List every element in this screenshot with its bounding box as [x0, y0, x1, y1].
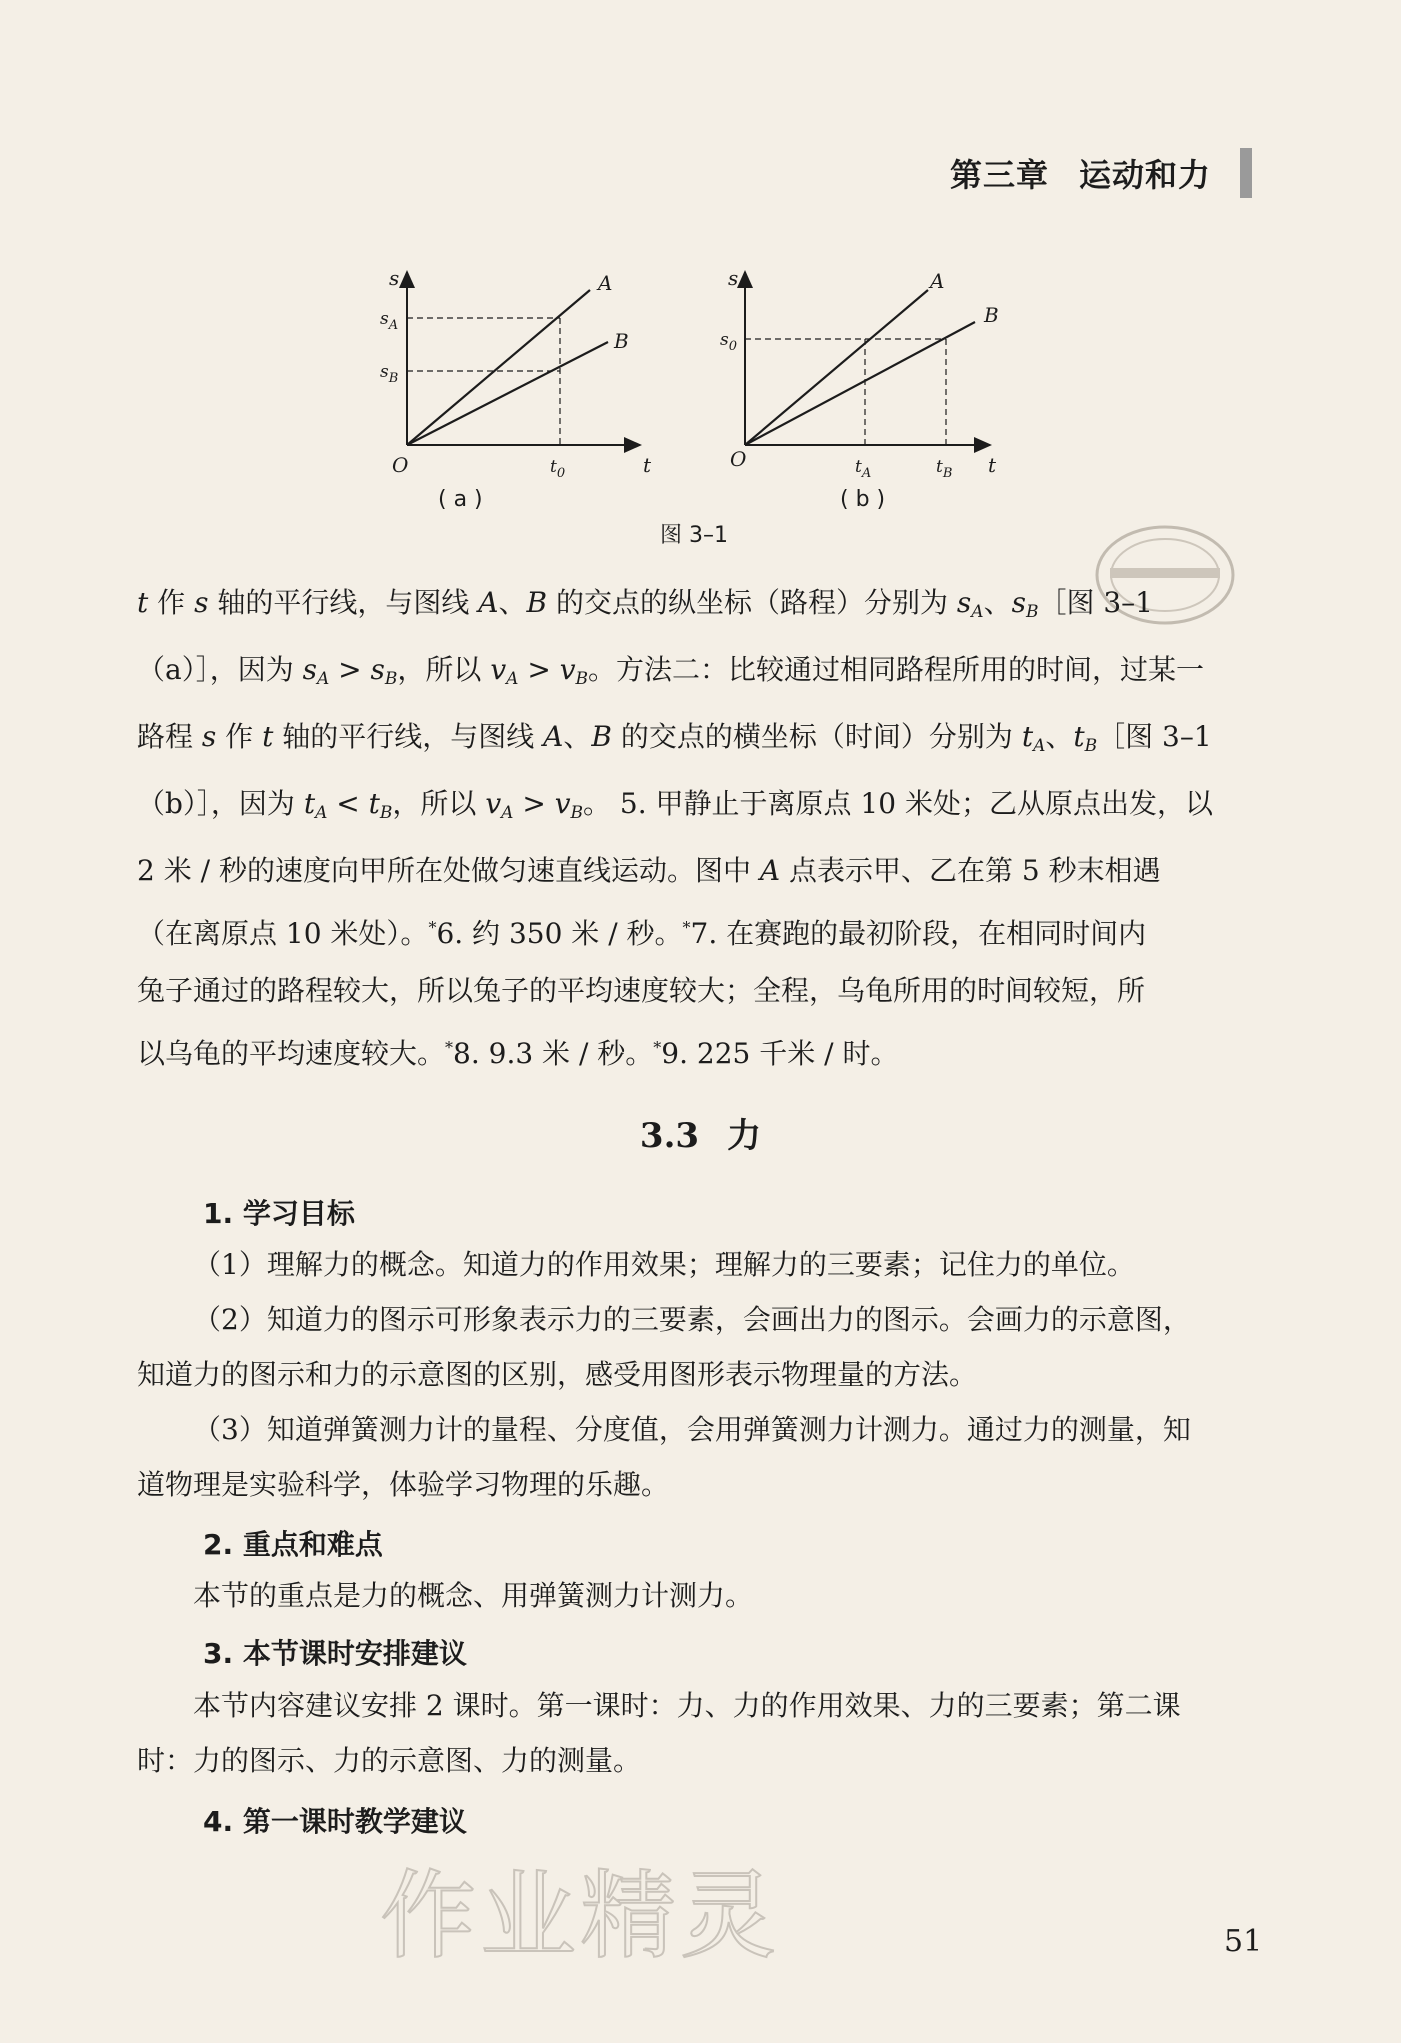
paragraph-line-8: 以乌龟的平均速度较大。*8. 9.3 米 / 秒。*9. 225 千米 / 时。	[137, 1037, 899, 1070]
panel-b	[720, 266, 999, 512]
panel-b-y-label: s	[728, 266, 739, 290]
paragraph-line-7: 兔子通过的路程较大，所以兔子的平均速度较大；全程，乌龟所用的时间较短，所	[137, 974, 1146, 1007]
paragraph-line-1: t 作 s 轴的平行线，与图线 A、B 的交点的纵坐标（路程）分别为 $s_A$、$s_B[$图 3–1	[137, 586, 1153, 622]
panel-a-sB-label: $s_B$	[380, 362, 399, 386]
panel-b-tB-label: $t_B$	[936, 457, 953, 481]
panel-a-y-label: s	[389, 266, 400, 290]
goal-2-line-2: 知道力的图示和力的示意图的区别，感受用图形表示物理量的方法。	[137, 1358, 978, 1391]
page-number: 51	[1224, 1924, 1263, 1959]
panel-b-line-A-label: A	[930, 269, 945, 293]
watermark	[380, 1840, 780, 1977]
panel-b-line-B	[745, 322, 975, 445]
goal-3-line-1: （3）知道弹簧测力计的量程、分度值，会用弹簧测力计测力。通过力的测量，知	[193, 1413, 1191, 1446]
panel-a-line-A	[407, 290, 590, 445]
panel-a-caption: ( a )	[438, 487, 483, 512]
paragraph-line-4: （b）］，因为 $t_A < t_B$，所以 $v_A > v_B$。 5. 甲静止于离原点 10 米处；乙从原点出发，以	[137, 787, 1213, 823]
heading-first-lesson: 4. 第一课时教学建议	[203, 1805, 467, 1838]
goal-3-line-2: 道物理是实验科学，体验学习物理的乐趣。	[137, 1468, 670, 1501]
figure-caption: 图 3–1	[660, 523, 728, 548]
heading-schedule: 3. 本节课时安排建议	[203, 1637, 467, 1670]
section-name: 力	[727, 1116, 762, 1156]
panel-a-x-label: t	[643, 453, 652, 477]
panel-a-line-B	[407, 342, 608, 445]
panel-a-line-A-label: A	[598, 271, 613, 295]
panel-a-line-B-label: B	[614, 329, 629, 353]
panel-a-origin: O	[392, 453, 409, 477]
answer-paragraph	[137, 574, 1257, 1082]
panel-a	[380, 266, 652, 512]
watermark-text: 作业精灵	[380, 1860, 780, 1972]
heading-learning-goals: 1. 学习目标	[203, 1197, 355, 1230]
goal-1: （1）理解力的概念。知道力的作用效果；理解力的三要素；记住力的单位。	[193, 1248, 1135, 1281]
panel-b-line-B-label: B	[984, 303, 999, 327]
section-number: 3.3	[639, 1116, 700, 1156]
panel-b-tA-label: $t_A$	[855, 457, 872, 481]
goal-2-line-1: （2）知道力的图示可形象表示力的三要素，会画出力的图示。会画力的示意图，	[193, 1303, 1191, 1336]
panel-a-sA-label: $s_A$	[380, 309, 399, 333]
panel-b-line-A	[745, 290, 928, 445]
panel-a-t0-label: $t_0$	[550, 457, 566, 481]
schedule-line-1: 本节内容建议安排 2 课时。第一课时：力、力的作用效果、力的三要素；第二课	[193, 1689, 1181, 1722]
panel-b-origin: O	[730, 447, 747, 471]
chapter-number: 第三章	[950, 156, 1050, 194]
section-title	[0, 1108, 1401, 1157]
chapter-title: 运动和力	[1079, 156, 1212, 194]
panel-b-s0-label: $s_0$	[720, 330, 738, 354]
key-points-text: 本节的重点是力的概念、用弹簧测力计测力。	[193, 1579, 754, 1612]
figure-3-1	[0, 0, 1401, 520]
schedule-line-2: 时：力的图示、力的示意图、力的测量。	[137, 1744, 642, 1777]
paragraph-line-5: 2 米 / 秒的速度向甲所在处做匀速直线运动。图中 A 点表示甲、乙在第 5 秒末相遇	[137, 854, 1161, 887]
panel-b-caption: ( b )	[840, 487, 886, 512]
heading-key-points: 2. 重点和难点	[203, 1528, 383, 1561]
paragraph-line-6: （在离原点 10 米处）。*6. 约 350 米 / 秒。*7. 在赛跑的最初阶段，在相同时间内	[137, 917, 1147, 950]
panel-b-x-label: t	[988, 453, 997, 477]
paragraph-line-3: 路程 s 作 t 轴的平行线，与图线 A、B 的交点的横坐标（时间）分别为 $t_A$、$t_B[$图 3–1	[137, 720, 1212, 756]
paragraph-line-2: （a）］，因为 $s_A > s_B$，所以 $v_A > v_B$。方法二：比较通过相同路程所用的时间，过某一	[137, 653, 1205, 689]
